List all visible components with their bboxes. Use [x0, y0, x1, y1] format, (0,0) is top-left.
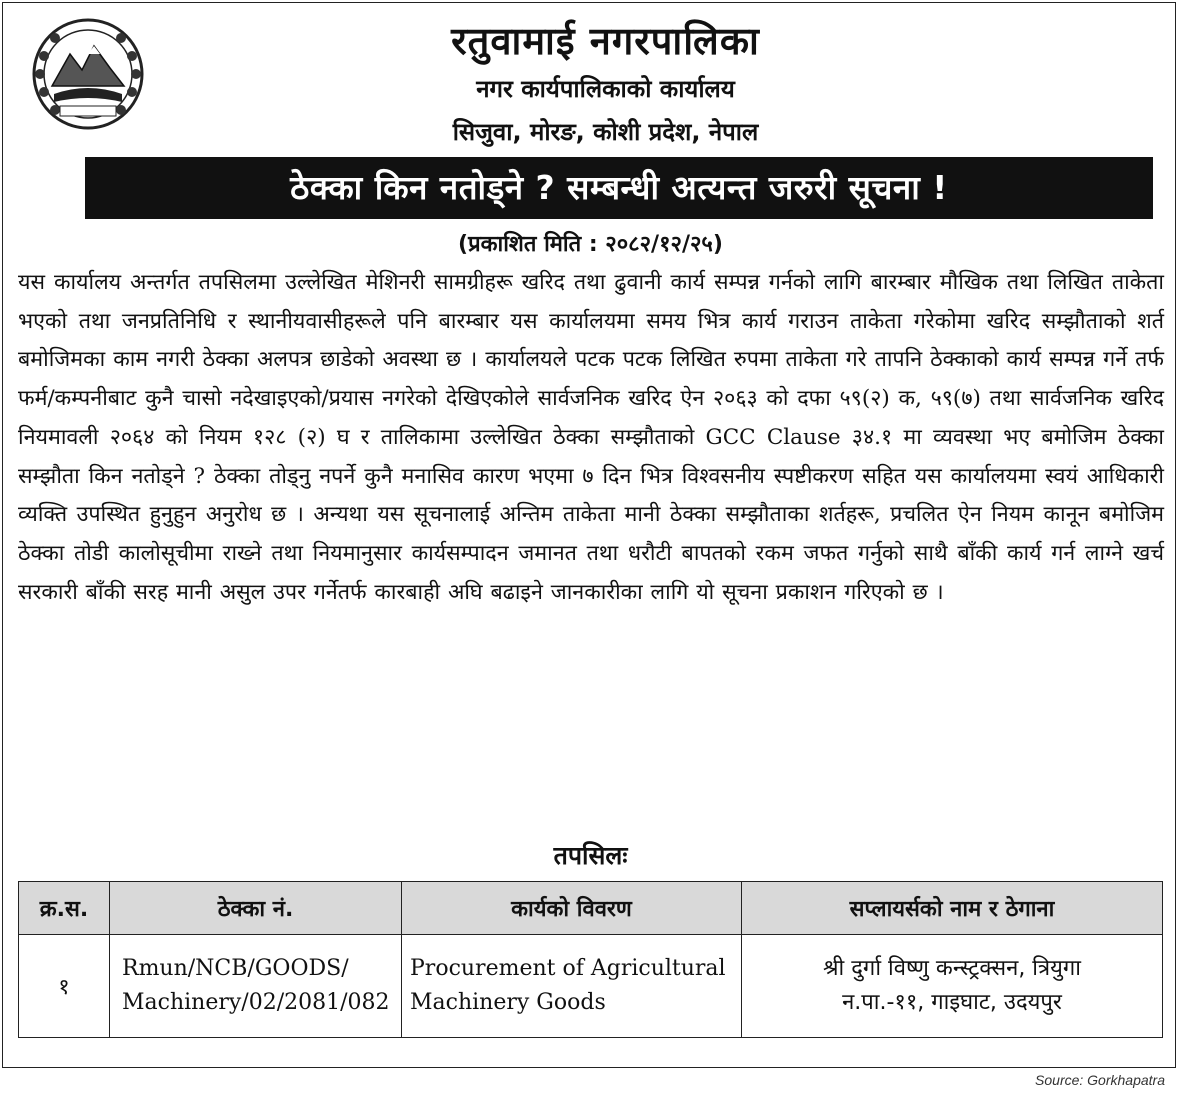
description-line: Procurement of Agricultural — [410, 956, 726, 981]
notice-body: यस कार्यालय अन्तर्गत तपसिलमा उल्लेखित मेशिनरी सामग्रीहरू खरिद तथा ढुवानी कार्य सम्पन्न गर्नको लागि बारम्बार मौखिक तथा लिखित ताकेता भएको तथा जनप्रतिनिधि र स्थानीयवासीहरूले पनि बारम्बार यस कार्यालयमा समय भित्र कार्य गराउन ताकेता गरेकोमा खरिद सम्झौताको शर्त बमोजिमका काम नगरी ठेक्का अलपत्र छाडेको अवस्था छ । कार्यालयले पटक पटक लिखित रुपमा ताकेता गरे तापनि ठेक्काको कार्य सम्पन्न गर्ने तर्फ फर्म/कम्पनीबाट कुनै चासो नदेखाइएको/प्रयास नगरेको देखिएकोले सार्वजनिक खरिद ऐन २०६३ को दफा ५९(२) क, ५९(७) तथा सार्वजनिक खरिद नियमावली २०६४ को नियम १२८ (२) घ र तालिकामा उल्लेखित ठेक्का सम्झौताको GCC Clause ३४.१ मा व्यवस्था भए बमोजिम ठेक्का सम्झौता किन नतोड्ने ? ठेक्का तोड्नु नपर्ने कुनै मनासिव कारण भएमा ७ दिन भित्र विश्वसनीय स्पष्टीकरण सहित यस कार्यालयमा स्वयं आधिकारी व्यक्ति उपस्थित हुनुहुन अनुरोध छ । अन्यथा यस सूचनालाई अन्तिम ताकेता मानी ठेक्का सम्झौताका शर्तहरू, प्रचलित ऐन नियम कानून बमोजिम ठेक्का तोडी कालोसूचीमा राख्ने तथा नियमानुसार कार्यसम्पादन जमानत तथा धरौटी बापतको रकम जफत गर्नुको साथै बाँकी कार्य गर्न लाग्ने खर्च सरकारी बाँकी सरह मानी असुल उपर गर्नेतर्फ कारबाही अघि बढाइने जानकारीका लागि यो सूचना प्रकाशन गरिएको छ । — [18, 270, 1164, 605]
supplier-line: न.पा.-११, गाइघाट, उदयपुर — [842, 990, 1062, 1015]
contract-no-line: Rmun/NCB/GOODS/ — [122, 956, 349, 981]
table-row — [19, 935, 1163, 1038]
notice-title-banner: ठेक्का किन नतोड्ने ? सम्बन्धी अत्यन्त जरुरी सूचना ! — [85, 157, 1153, 219]
organization-name: रतुवामाई नगरपालिका — [451, 19, 760, 63]
source-credit: Source: Gorkhapatra — [1035, 1072, 1165, 1088]
schedule-header-row — [19, 882, 1163, 935]
cell-serial — [19, 935, 110, 1038]
schedule-title: तपसिलः — [553, 841, 628, 870]
supplier-line: श्री दुर्गा विष्णु कन्स्ट्रक्सन, त्रियुगा — [822, 956, 1081, 981]
office-address: सिजुवा, मोरङ, कोशी प्रदेश, नेपाल — [452, 118, 759, 146]
publish-date: (प्रकाशित मिति : २०८२/१२/२५) — [458, 232, 723, 257]
office-name: नगर कार्यपालिकाको कार्यालय — [476, 75, 735, 103]
header-supplier: सप्लायर्सको नाम र ठेगाना — [742, 882, 1163, 935]
cell-contract-no — [110, 935, 402, 1038]
schedule-table — [18, 881, 1163, 1038]
cell-description — [402, 935, 742, 1038]
serial-number: १ — [58, 975, 70, 1000]
header-serial: क्र.स. — [19, 882, 110, 935]
cell-supplier — [742, 935, 1163, 1038]
header-description: कार्यको विवरण — [402, 882, 742, 935]
contract-no-line: Machinery/02/2081/082 — [122, 990, 390, 1015]
description-line: Machinery Goods — [410, 990, 606, 1015]
header-contract-no: ठेक्का नं. — [110, 882, 402, 935]
